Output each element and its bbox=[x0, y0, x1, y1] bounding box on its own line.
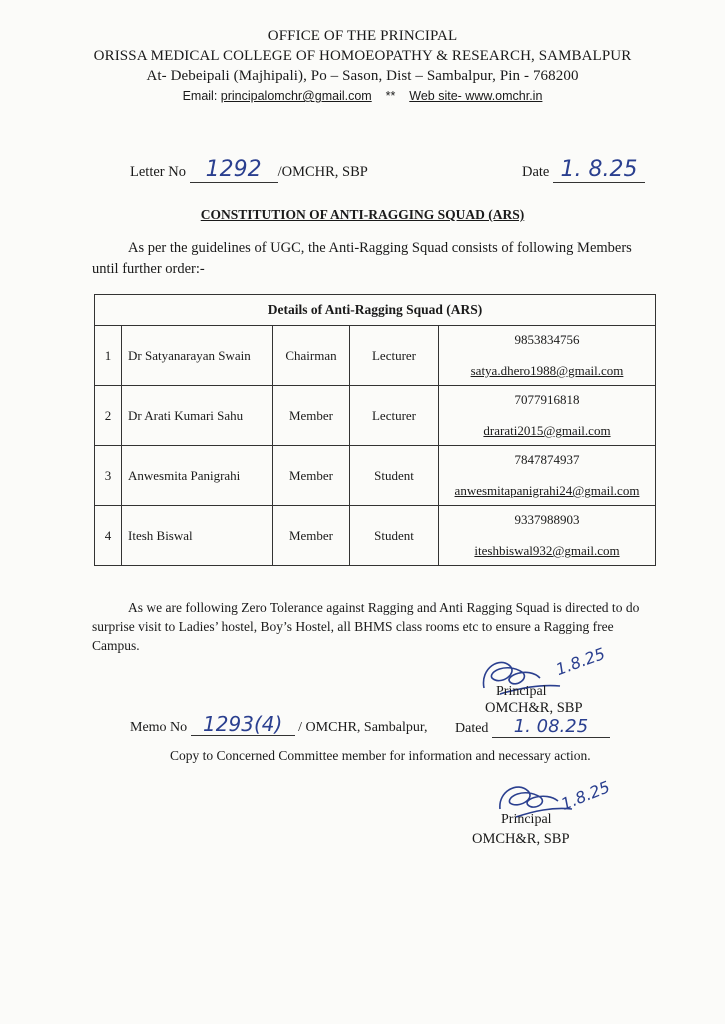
category-cell: Student bbox=[350, 446, 439, 506]
contact-line bbox=[0, 89, 725, 103]
office-heading: OFFICE OF THE PRINCIPAL bbox=[267, 28, 458, 44]
table-row bbox=[95, 386, 656, 446]
table-caption: Details of Anti-Ragging Squad (ARS) bbox=[95, 295, 656, 326]
designation-cell: Member bbox=[273, 446, 350, 506]
directive-paragraph: As we are following Zero Tolerance against Ragging and Anti Ragging Squad is directed to do surprise visit to Ladies’ hostel, Boy’s Hostel, all BHMS class rooms etc to ensure a Ragging free Campus. bbox=[92, 600, 640, 653]
designation-cell: Chairman bbox=[273, 326, 350, 386]
signatory-title: Principal bbox=[501, 812, 552, 827]
document-title: CONSTITUTION OF ANTI-RAGGING SQUAD (ARS) bbox=[200, 207, 525, 222]
memo-date-line bbox=[455, 717, 610, 738]
letter-number-line bbox=[130, 158, 368, 183]
member-email[interactable]: anwesmitapanigrahi24@gmail.com bbox=[454, 483, 640, 498]
name-cell: Itesh Biswal bbox=[122, 506, 273, 566]
memo-label: Memo No bbox=[130, 720, 188, 735]
letter-no-handwritten: 1292 bbox=[190, 158, 278, 183]
contact-cell bbox=[439, 386, 656, 446]
name-cell: Dr Arati Kumari Sahu bbox=[122, 386, 273, 446]
dated-label: Dated bbox=[455, 721, 489, 736]
table-row bbox=[95, 506, 656, 566]
category-cell: Lecturer bbox=[350, 386, 439, 446]
designation-cell: Member bbox=[273, 386, 350, 446]
category-cell: Lecturer bbox=[350, 326, 439, 386]
signature-date: 1.8.25 bbox=[553, 643, 608, 680]
designation-cell: Member bbox=[273, 506, 350, 566]
member-email[interactable]: iteshbiswal932@gmail.com bbox=[474, 543, 620, 558]
memo-line bbox=[130, 713, 428, 736]
table-row bbox=[95, 326, 656, 386]
letter-no-suffix: /OMCHR, SBP bbox=[277, 164, 368, 180]
copy-to-line: Copy to Concerned Committee member for information and necessary action. bbox=[170, 748, 591, 763]
ars-table bbox=[94, 294, 656, 566]
date-handwritten: 1. 8.25 bbox=[553, 158, 645, 183]
memo-no-handwritten: 1293(4) bbox=[191, 713, 295, 736]
website-link[interactable]: Web site- www.omchr.in bbox=[409, 89, 543, 103]
name-cell: Dr Satyanarayan Swain bbox=[122, 326, 273, 386]
serial-cell: 4 bbox=[95, 506, 122, 566]
college-address: At- Debeipali (Majhipali), Po – Sason, Dist – Sambalpur, Pin - 768200 bbox=[146, 68, 579, 84]
contact-cell bbox=[439, 446, 656, 506]
email-label: Email: bbox=[182, 89, 218, 103]
signatory-org: OMCH&R, SBP bbox=[485, 700, 583, 716]
letter-no-label: Letter No bbox=[130, 164, 186, 180]
date-label: Date bbox=[522, 164, 550, 180]
phone-number: 7847874937 bbox=[514, 452, 580, 467]
contact-cell bbox=[439, 326, 656, 386]
serial-cell: 3 bbox=[95, 446, 122, 506]
letter-date-line bbox=[522, 158, 645, 183]
signature-date: 1.8.25 bbox=[558, 777, 613, 814]
name-cell: Anwesmita Panigrahi bbox=[122, 446, 273, 506]
memo-suffix: / OMCHR, Sambalpur, bbox=[298, 720, 428, 735]
dated-handwritten: 1. 08.25 bbox=[492, 717, 610, 738]
member-email[interactable]: drarati2015@gmail.com bbox=[483, 423, 611, 438]
phone-number: 7077916818 bbox=[514, 392, 580, 407]
document-title-wrap bbox=[0, 207, 725, 223]
serial-cell: 2 bbox=[95, 386, 122, 446]
contact-cell bbox=[439, 506, 656, 566]
college-name: ORISSA MEDICAL COLLEGE OF HOMOEOPATHY & RESEARCH, SAMBALPUR bbox=[93, 48, 632, 64]
serial-cell: 1 bbox=[95, 326, 122, 386]
separator: ** bbox=[385, 89, 396, 103]
email-link[interactable]: principalomchr@gmail.com bbox=[220, 89, 372, 103]
member-email[interactable]: satya.dhero1988@gmail.com bbox=[470, 363, 624, 378]
category-cell: Student bbox=[350, 506, 439, 566]
intro-paragraph: As per the guidelines of UGC, the Anti-Ragging Squad consists of following Members until further order:- bbox=[92, 240, 632, 277]
signatory-org: OMCH&R, SBP bbox=[472, 831, 570, 847]
signatory-title: Principal bbox=[496, 684, 547, 699]
phone-number: 9853834756 bbox=[514, 332, 580, 347]
table-row bbox=[95, 446, 656, 506]
phone-number: 9337988903 bbox=[514, 512, 580, 527]
